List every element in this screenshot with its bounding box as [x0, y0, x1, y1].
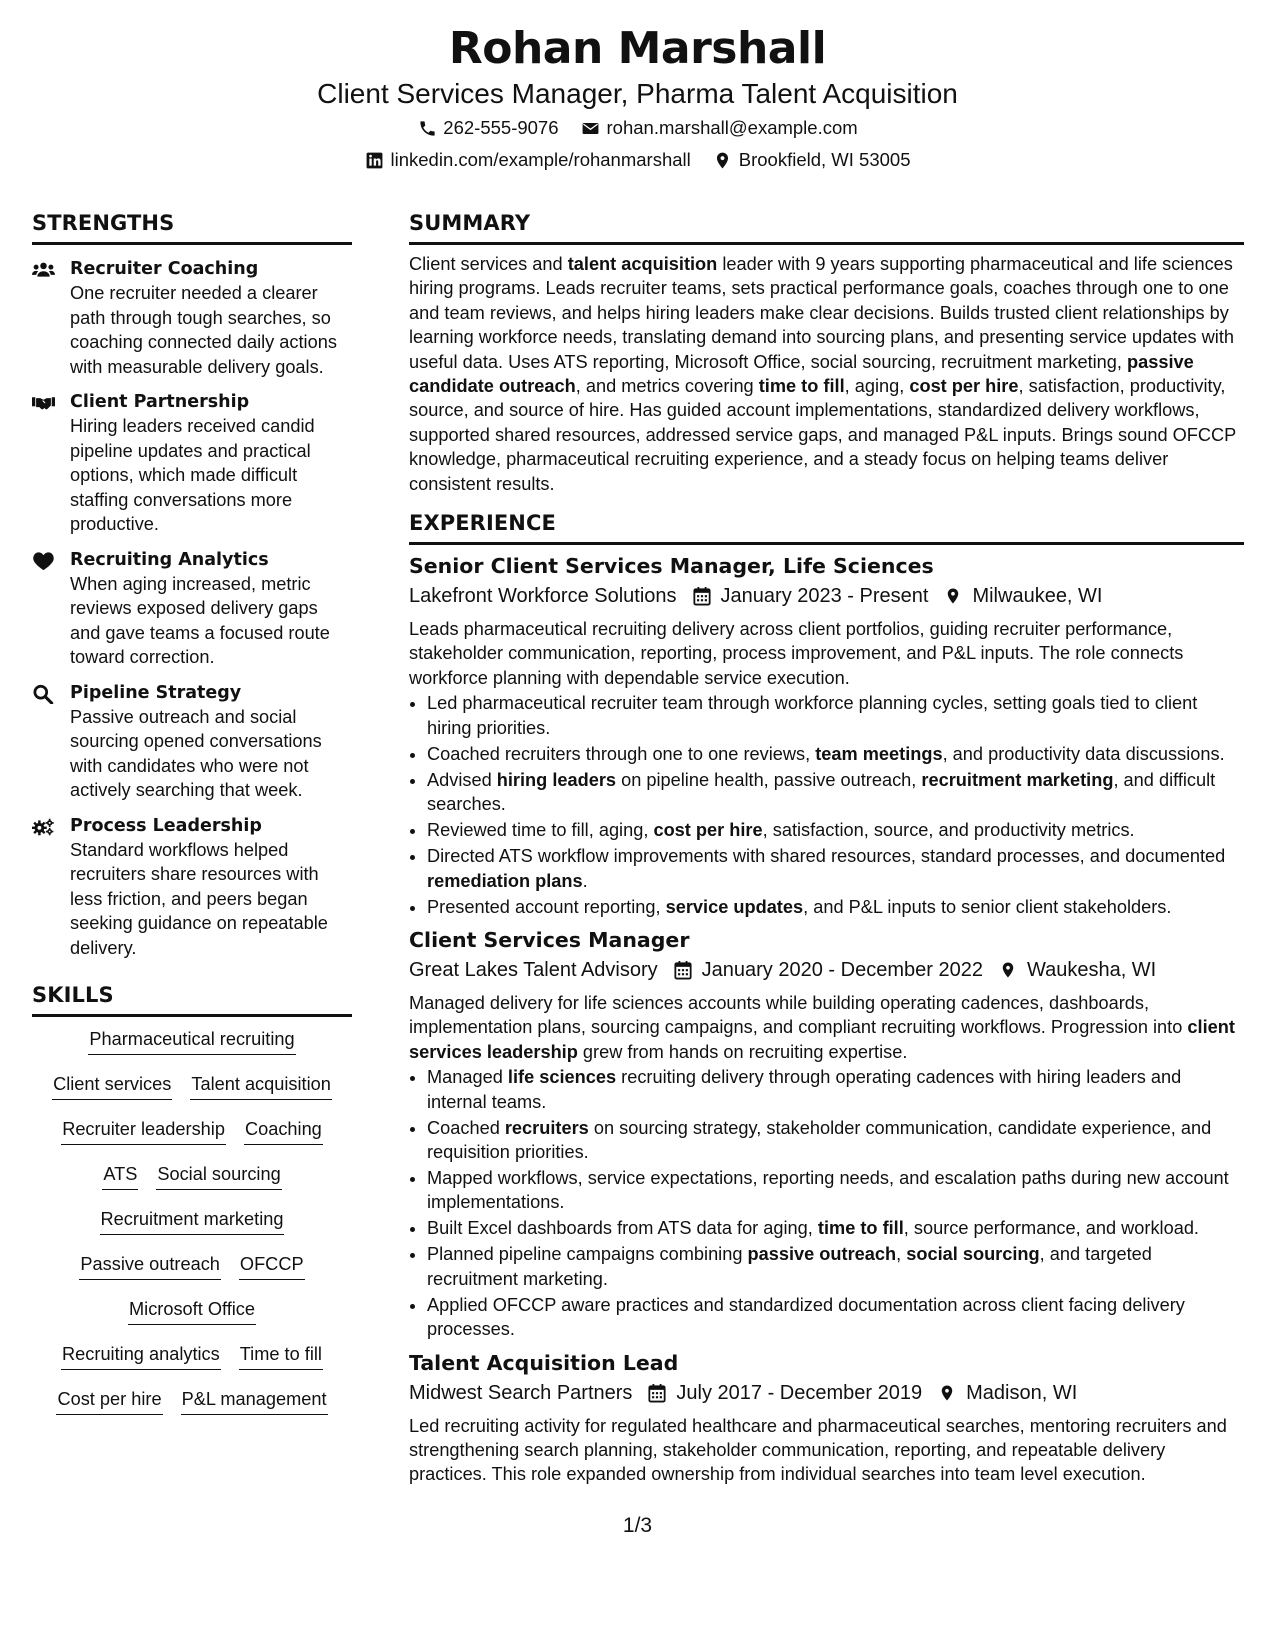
candidate-title: Client Services Manager, Pharma Talent Acquisition: [317, 78, 958, 109]
job-title: Client Services Manager: [409, 927, 690, 952]
summary-text: [409, 252, 1244, 496]
job-title: Senior Client Services Manager, Life Sciences: [409, 554, 934, 579]
phone-item: [417, 112, 558, 144]
strength-desc: Standard workflows helped recruiters share resources with less friction, and peers began seeking guidance on repeatable delivery.: [70, 839, 328, 958]
job-bullets: [409, 691, 1244, 919]
text-run: , source performance, and workload.: [903, 1218, 1199, 1239]
strength-title: Process Leadership: [70, 815, 262, 836]
job-meta: [409, 955, 1244, 985]
strength-desc: One recruiter needed a clearer path through tough searches, so coaching connected daily actions with measurable delivery goals.: [70, 283, 337, 377]
map-pin-icon: [944, 586, 962, 606]
text-run: , and targeted recruitment marketing.: [427, 1244, 1152, 1289]
bullet-item: [427, 895, 1244, 919]
bold-text: social sourcing: [906, 1244, 1040, 1265]
calendar-icon: [674, 960, 692, 980]
strength-item: [32, 548, 352, 670]
text-run: grew from hands on recruiting expertise.: [577, 1041, 908, 1062]
job-location: Madison, WI: [966, 1381, 1078, 1404]
text-run: , and P&L inputs to senior client stakeholders.: [803, 896, 1172, 917]
job-location: Milwaukee, WI: [972, 585, 1103, 608]
skill-row: [56, 1387, 327, 1432]
text-run: leader with 9 years supporting pharmaceutical and life sciences hiring programs. Leads recruiter teams, sets practical performance goals, coaches through one to one and team reviews, and helps hiring leaders make clear decisions. Builds trusted client relationships by learning workforce needs, translating demand into sourcing plans, and presenting service updates with useful data. Uses ATS reporting, Microsoft Office, social sourcing, recruitment marketing,: [409, 254, 1234, 372]
bullet-item: [427, 1216, 1244, 1240]
strength-desc: When aging increased, metric reviews exposed delivery gaps and gave teams a focused route toward correction.: [70, 573, 330, 667]
skill-tag: ATS: [102, 1162, 138, 1190]
skill-tag: Pharmaceutical recruiting: [88, 1027, 295, 1055]
bullet-item: [427, 844, 1244, 893]
skill-tag: Recruitment marketing: [100, 1207, 285, 1235]
left-column: [32, 210, 352, 1432]
bold-text: passive candidate outreach: [409, 351, 1194, 397]
strength-item: [32, 390, 352, 537]
phone-icon: [417, 118, 437, 138]
text-run: Directed ATS workflow improvements with shared resources, standard processes, and documented: [427, 846, 1226, 867]
contact-row-2: [0, 144, 1275, 176]
skill-row: [102, 1162, 281, 1207]
job-dates: January 2023 - Present: [720, 585, 929, 608]
job-description: Leads pharmaceutical recruiting delivery across client portfolios, guiding recruiter performance, stakeholder communication, reporting, process improvement, and P&L inputs. The role connects workforce planning with dependable service execution.: [409, 619, 1184, 688]
heart-icon: [32, 548, 70, 670]
handshake-icon: [32, 390, 70, 537]
text-run: , aging,: [844, 376, 910, 397]
text-run: Led pharmaceutical recruiter team through workforce planning cycles, setting goals tied to client hiring priorities.: [427, 693, 1198, 738]
skill-tag: Passive outreach: [79, 1252, 221, 1280]
search-icon: [32, 681, 70, 803]
calendar-icon: [648, 1383, 666, 1403]
linkedin-item: [365, 144, 691, 176]
bold-text: time to fill: [817, 1218, 904, 1239]
job-dates: July 2017 - December 2019: [676, 1381, 923, 1404]
phone-text[interactable]: 262-555-9076: [443, 117, 559, 138]
company-name: Great Lakes Talent Advisory: [409, 958, 658, 981]
text-run: recruiting delivery through operating cadences with hiring leaders and internal teams.: [427, 1067, 1182, 1112]
text-run: Planned pipeline campaigns combining: [427, 1244, 748, 1265]
strength-item: [32, 257, 352, 379]
strength-title: Recruiting Analytics: [70, 549, 269, 570]
job-meta: [409, 1378, 1244, 1408]
bullet-item: [427, 1166, 1244, 1215]
text-run: Client services and: [409, 254, 568, 274]
job-bullets: [409, 1065, 1244, 1341]
strength-title: Recruiter Coaching: [70, 259, 259, 279]
calendar-icon: [693, 586, 711, 606]
skill-row: [88, 1027, 295, 1072]
skill-row: [100, 1207, 285, 1252]
linkedin-text[interactable]: linkedin.com/example/rohanmarshall: [390, 149, 691, 170]
page-number: 1/3: [622, 1514, 653, 1537]
contact-row-1: [0, 112, 1275, 144]
envelope-icon: [581, 118, 601, 138]
text-run: .: [582, 870, 588, 891]
email-text[interactable]: rohan.marshall@example.com: [606, 117, 858, 138]
text-run: Coached recruiters through one to one reviews,: [427, 743, 816, 764]
text-run: on pipeline health, passive outreach,: [616, 769, 922, 790]
bullet-item: [427, 818, 1244, 842]
bold-text: service updates: [665, 896, 804, 917]
text-run: Applied OFCCP aware practices and standardized documentation across client facing delivery processes.: [427, 1294, 1185, 1340]
bold-text: remediation plans: [427, 870, 583, 891]
experience-heading: EXPERIENCE: [409, 510, 1244, 545]
text-run: Presented account reporting,: [427, 896, 666, 917]
job-entry: [409, 925, 1244, 1342]
bold-text: hiring leaders: [496, 769, 617, 790]
strength-desc: Passive outreach and social sourcing opened conversations with candidates who were not actively searching that week.: [70, 706, 322, 800]
bold-text: team meetings: [815, 743, 943, 764]
text-run: Advised: [427, 769, 497, 790]
text-run: Managed delivery for life sciences accounts while building operating cadences, dashboards, implementation plans, sourcing campaigns, and compliant recruiting workflows. Progression into: [409, 992, 1188, 1038]
bullet-item: [427, 768, 1244, 817]
job-description: Led recruiting activity for regulated healthcare and pharmaceutical searches, mentoring recruiters and strengthening search planning, stakeholder communication, reporting, and repeatable delivery practices. This role expanded ownership from individual searches into team level execution.: [409, 1415, 1227, 1485]
experience-list: [409, 551, 1244, 1487]
job-entry: [409, 551, 1244, 919]
bold-text: cost per hire: [909, 376, 1019, 397]
text-run: Built Excel dashboards from ATS data for aging,: [427, 1218, 818, 1239]
skill-tag: Social sourcing: [156, 1162, 281, 1190]
map-pin-icon: [999, 960, 1017, 980]
skill-tag: Microsoft Office: [128, 1297, 256, 1325]
text-run: Reviewed time to fill, aging,: [427, 820, 654, 841]
bold-text: recruiters: [504, 1117, 589, 1138]
bold-text: recruitment marketing: [921, 769, 1114, 790]
bold-text: passive outreach: [747, 1244, 897, 1265]
strength-title: Client Partnership: [70, 392, 250, 412]
text-run: , and metrics covering: [575, 376, 759, 397]
job-location: Waukesha, WI: [1026, 958, 1157, 981]
bullet-item: [427, 1242, 1244, 1291]
job-meta: [409, 581, 1244, 611]
text-run: , and difficult searches.: [427, 769, 1216, 815]
right-column: [409, 210, 1244, 1487]
skill-row: [128, 1297, 256, 1342]
skill-tag: Recruiting analytics: [61, 1342, 221, 1370]
strength-item: [32, 814, 352, 961]
company-name: Midwest Search Partners: [409, 1381, 633, 1404]
job-description: [409, 991, 1244, 1064]
strengths-heading: STRENGTHS: [32, 210, 352, 245]
strengths-list: [32, 257, 352, 960]
strength-desc: Hiring leaders received candid pipeline updates and practical options, which made difficult staffing conversations more productive.: [70, 416, 315, 534]
bold-text: life sciences: [507, 1067, 617, 1088]
skill-tag: Talent acquisition: [190, 1072, 332, 1100]
text-run: , satisfaction, productivity, source, and source of hire. Has guided account implementations, standardized delivery workflows, supported shared resources, addressed service gaps, and managed P&L inputs. Brings sound OFCCP knowledge, pharmaceutical recruiting experience, and a steady focus on helping teams deliver consistent results.: [409, 376, 1236, 494]
skills-heading: SKILLS: [32, 982, 352, 1017]
text-run: Managed: [427, 1067, 508, 1088]
skill-row: [52, 1072, 332, 1117]
skill-tag: P&L management: [181, 1387, 328, 1415]
text-run: Mapped workflows, service expectations, reporting needs, and escalation paths during new account implementations.: [427, 1167, 1229, 1213]
resume-header: [0, 22, 1275, 176]
bold-text: time to fill: [758, 376, 845, 397]
bold-text: talent acquisition: [567, 254, 718, 274]
bullet-item: [427, 1116, 1244, 1165]
linkedin-icon: [365, 150, 385, 170]
bullet-item: [427, 691, 1244, 740]
skill-tag: Recruiter leadership: [61, 1117, 226, 1145]
map-pin-icon: [713, 150, 733, 170]
text-run: ,: [896, 1244, 907, 1265]
job-title: Talent Acquisition Lead: [409, 1350, 679, 1375]
job-entry: [409, 1348, 1244, 1487]
bold-text: client services leadership: [409, 1017, 1235, 1062]
bold-text: cost per hire: [653, 820, 763, 841]
skill-tag: OFCCP: [239, 1252, 305, 1280]
gears-icon: [32, 814, 70, 961]
strength-title: Pipeline Strategy: [70, 682, 242, 703]
bullet-item: [427, 742, 1244, 766]
skill-tag: Time to fill: [239, 1342, 323, 1370]
location-item: [713, 144, 911, 176]
company-name: Lakefront Workforce Solutions: [409, 585, 677, 608]
text-run: , and productivity data discussions.: [942, 743, 1225, 764]
skill-row: [61, 1117, 323, 1162]
skills-list: [32, 1027, 352, 1432]
text-run: , satisfaction, source, and productivity metrics.: [762, 820, 1135, 841]
map-pin-icon: [938, 1383, 956, 1403]
skill-row: [79, 1252, 304, 1297]
text-run: Coached: [427, 1117, 505, 1138]
skill-row: [61, 1342, 323, 1387]
text-run: on sourcing strategy, stakeholder communication, candidate experience, and requisition priorities.: [427, 1117, 1212, 1162]
bullet-item: [427, 1065, 1244, 1114]
email-item: [581, 112, 858, 144]
users-icon: [32, 257, 70, 379]
candidate-name: Rohan Marshall: [448, 23, 827, 74]
location-text: Brookfield, WI 53005: [738, 149, 911, 170]
bullet-item: [427, 1293, 1244, 1342]
skill-tag: Client services: [52, 1072, 172, 1100]
skill-tag: Cost per hire: [56, 1387, 162, 1415]
job-dates: January 2020 - December 2022: [701, 958, 983, 981]
skill-tag: Coaching: [244, 1117, 323, 1145]
summary-heading: SUMMARY: [409, 210, 1244, 245]
strength-item: [32, 681, 352, 803]
